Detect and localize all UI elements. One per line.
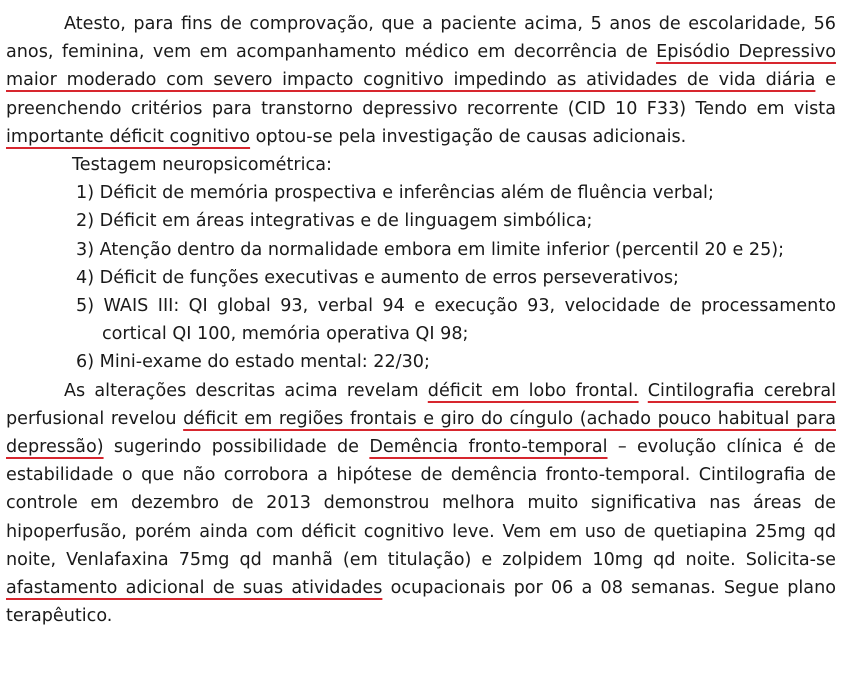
testing-item: 2) Déficit em áreas integrativas e de linguagem simbólica;: [76, 211, 593, 232]
highlighted-dementia: Demência fronto-temporal: [369, 437, 608, 458]
text-segment: perfusional revelou: [6, 408, 184, 429]
text-segment: e preenchendo critérios para transtorno depressivo recorrente (CID 10 F33) Tendo em vista: [6, 70, 836, 119]
highlighted-scintigraphy: Cintilografia cerebral: [647, 380, 837, 401]
highlighted-regional-deficit: déficit em regiões frontais e giro do cíngulo (achado pouco habitual para depressão): [6, 408, 836, 458]
highlighted-frontal-deficit: déficit em lobo frontal.: [427, 380, 639, 401]
testing-item: 6) Mini-exame do estado mental: 22/30;: [76, 352, 430, 373]
testing-heading: Testagem neuropsicométrica:: [72, 155, 332, 176]
paragraph-findings: [6, 377, 836, 631]
highlighted-leave-request: afastamento adicional de suas atividades: [6, 578, 383, 599]
testing-item: 1) Déficit de memória prospectiva e inferências além de fluência verbal;: [76, 183, 714, 204]
highlighted-cognitive-deficit: importante déficit cognitivo: [6, 126, 251, 147]
testing-item: 3) Atenção dentro da normalidade embora em limite inferior (percentil 20 e 25);: [76, 239, 785, 260]
highlighted-diagnosis: Episódio Depressivo maior moderado com severo impacto cognitivo impedindo as atividades de vida diária: [6, 42, 837, 91]
text-segment: Atesto, para fins de comprovação, que a paciente acima, 5 anos de escolaridade, 56 anos, feminina, vem em acompanhamento médico em decorrência de: [6, 14, 836, 63]
text-segment: [639, 381, 648, 401]
text-segment: As alterações descritas acima revelam: [64, 380, 428, 401]
testing-item: 5) WAIS III: QI global 93, verbal 94 e execução 93, velocidade de processamento cortical QI 100, memória operativa QI 98;: [76, 296, 836, 345]
text-segment: ocupacionais por 06 a 08 semanas. Segue plano terapêutico.: [6, 578, 836, 627]
paragraph-attestation: [6, 10, 836, 151]
text-segment: – evolução clínica é de estabilidade o que não corrobora a hipótese de demência fronto-temporal. Cintilografia de controle em dezembro de 2013 demonstrou melhora muito significativa nas áreas de hipoperfusão, porém ainda com déficit cognitivo leve. Vem em uso de quetiapina 25mg qd noite, Venlafaxina 75mg qd manhã (em titulação) e zolpidem 10mg qd noite. Solicita-se: [6, 437, 836, 570]
text-segment: sugerindo possibilidade de: [103, 437, 370, 458]
testing-item: 4) Déficit de funções executivas e aumento de erros perseverativos;: [76, 267, 679, 288]
text-segment: optou-se pela investigação de causas adicionais.: [250, 126, 687, 147]
